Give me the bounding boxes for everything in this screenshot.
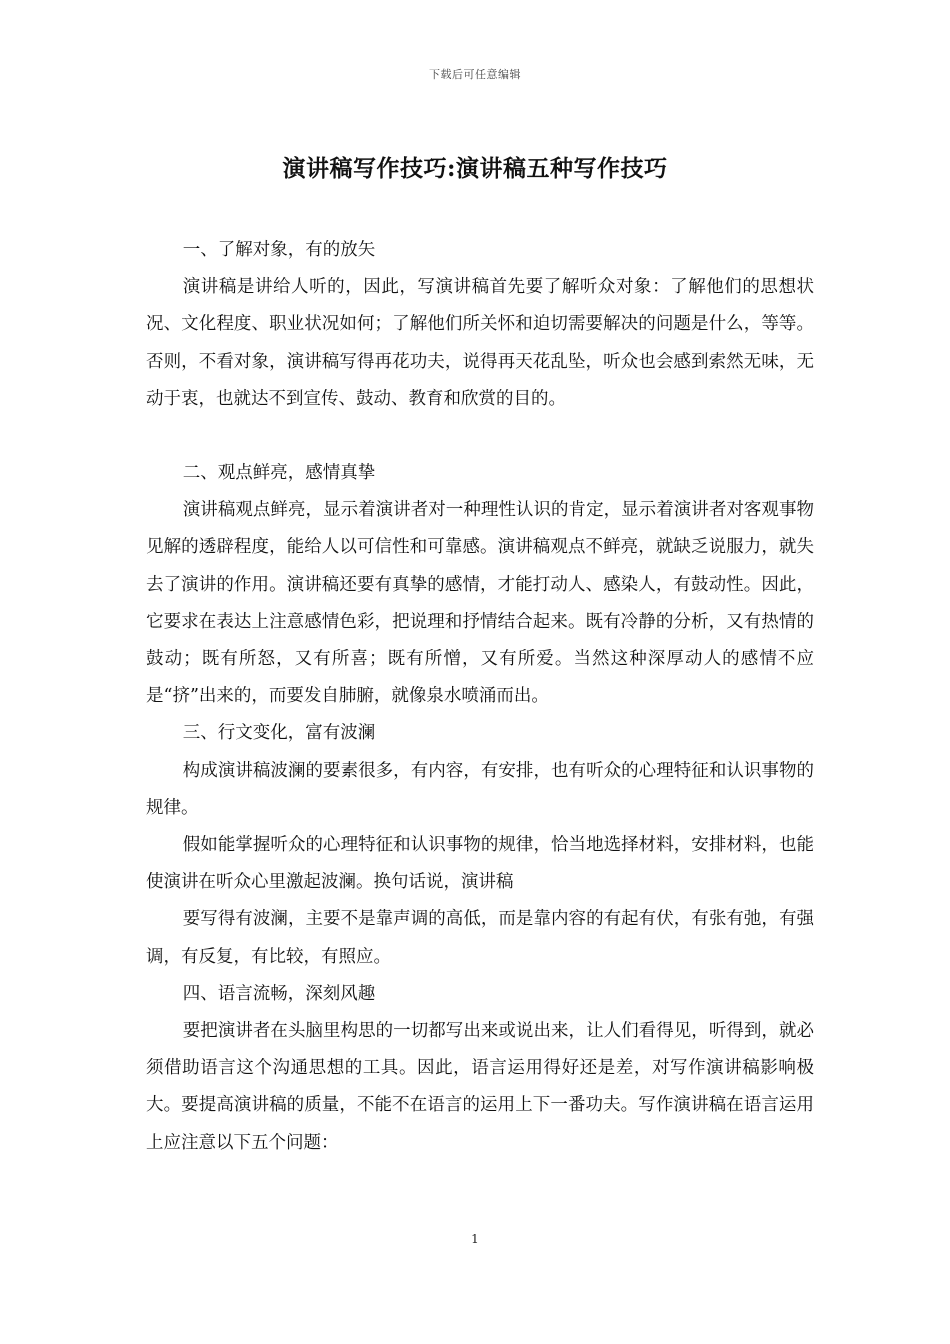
document-title: 演讲稿写作技巧:演讲稿五种写作技巧 xyxy=(282,155,668,182)
section-heading-4: 四、语言流畅，深刻风趣 xyxy=(182,983,376,1004)
paragraph: 要把演讲者在头脑里构思的一切都写出来或说出来，让人们看得见，听得到，就必须借助语言这个沟通思想的工具。因此，语言运用得好还是差，对写作演讲稿影响极大。要提高演讲稿的质量，不能不在语言的运用上下一番功夫。写作演讲稿在语言运用上应注意以下五个问题： xyxy=(146,1021,814,1153)
section-heading-3: 三、行文变化，富有波澜 xyxy=(182,723,376,744)
section-heading-1: 一、了解对象，有的放矢 xyxy=(182,240,376,260)
paragraph: 假如能掌握听众的心理特征和认识事物的规律，恰当地选择材料，安排材料，也能使演讲在听众心里激起波澜。换句话说，演讲稿 xyxy=(146,835,814,893)
paragraph: 演讲稿是讲给人听的，因此，写演讲稿首先要了解听众对象：了解他们的思想状况、文化程度、职业状况如何；了解他们所关怀和迫切需要解决的问题是什么，等等。否则，不看对象，演讲稿写得再花功夫，说得再天花乱坠，听众也会感到索然无味，无动于衷，也就达不到宣传、鼓动、教育和欣赏的目的。 xyxy=(146,277,814,409)
page-header-note: 下载后可任意编辑 xyxy=(429,68,521,81)
section-heading-2: 二、观点鲜亮，感情真挚 xyxy=(182,463,376,484)
paragraph: 构成演讲稿波澜的要素很多，有内容，有安排，也有听众的心理特征和认识事物的规律。 xyxy=(146,760,814,818)
paragraph: 要写得有波澜，主要不是靠声调的高低，而是靠内容的有起有伏，有张有弛，有强调，有反复，有比较，有照应。 xyxy=(146,909,814,967)
document-body xyxy=(146,232,814,1162)
page-number: 1 xyxy=(471,1232,479,1246)
paragraph: 演讲稿观点鲜亮，显示着演讲者对一种理性认识的肯定，显示着演讲者对客观事物见解的透辟程度，能给人以可信性和可靠感。演讲稿观点不鲜亮，就缺乏说服力，就失去了演讲的作用。演讲稿还要有真挚的感情，才能打动人、感染人，有鼓动性。因此，它要求在表达上注意感情色彩，把说理和抒情结合起来。既有冷静的分析，又有热情的鼓动；既有所怒，又有所喜；既有所憎，又有所爱。当然这种深厚动人的感情不应是“挤”出来的，而要发自肺腑，就像泉水喷涌而出。 xyxy=(146,500,814,707)
